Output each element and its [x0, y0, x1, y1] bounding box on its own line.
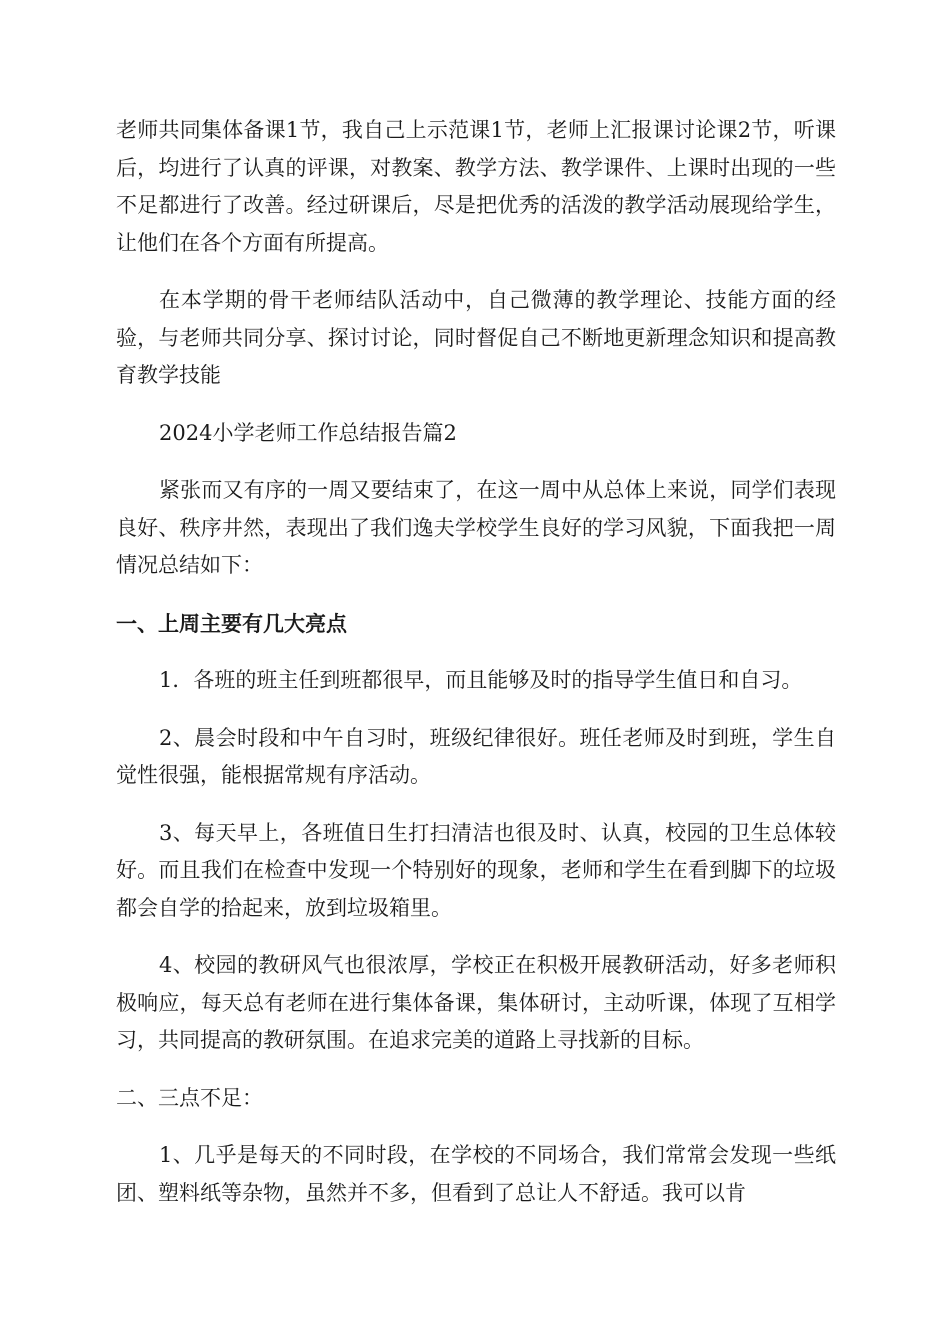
- section-heading-shortcomings: 二、三点不足：: [116, 1085, 263, 1110]
- highlight-item-2: 2、晨会时段和中午自习时，班级纪律很好。班任老师及时到班，学生自觉性很强，能根据常规有序活动。: [116, 725, 836, 787]
- document-page: [116, 112, 836, 1212]
- highlight-item-1: 1．各班的班主任到班都很早，而且能够及时的指导学生值日和自习。: [159, 668, 803, 692]
- paragraph-week-summary-intro: 紧张而又有序的一周又要结束了，在这一周中从总体上来说，同学们表现良好、秩序井然，表现出了我们逸夫学校学生良好的学习风貌，下面我把一周情况总结如下：: [116, 478, 836, 577]
- shortcoming-item-1: 1、几乎是每天的不同时段，在学校的不同场合，我们常常会发现一些纸团、塑料纸等杂物，虽然并不多，但看到了总让人不舒适。我可以肯: [116, 1143, 836, 1205]
- section-heading-highlights: 一、上周主要有几大亮点: [116, 610, 347, 636]
- paragraph-collective-lessons: 老师共同集体备课1节，我自己上示范课1节，老师上汇报课讨论课2节，听课后，均进行了认真的评课，对教案、教学方法、教学课件、上课时出现的一些不足都进行了改善。经过研课后，尽是把优秀的活泼的教学活动展现给学生，让他们在各个方面有所提高。: [116, 118, 836, 255]
- highlight-item-3: 3、每天早上，各班值日生打扫清洁也很及时、认真，校园的卫生总体较好。而且我们在检查中发现一个特别好的现象，老师和学生在看到脚下的垃圾都会自学的拾起来，放到垃圾箱里。: [116, 820, 836, 920]
- article-title: 2024小学老师工作总结报告篇2: [159, 420, 457, 445]
- highlight-item-4: 4、校园的教研风气也很浓厚，学校正在积极开展教研活动，好多老师积极响应，每天总有老师在进行集体备课，集体研讨，主动听课，体现了互相学习，共同提高的教研氛围。在追求完美的道路上寻找新的目标。: [116, 953, 836, 1052]
- paragraph-backbone-teachers: 在本学期的骨干老师结队活动中，自己微薄的教学理论、技能方面的经验，与老师共同分享、探讨讨论，同时督促自己不断地更新理念知识和提高教育教学技能: [116, 288, 836, 387]
